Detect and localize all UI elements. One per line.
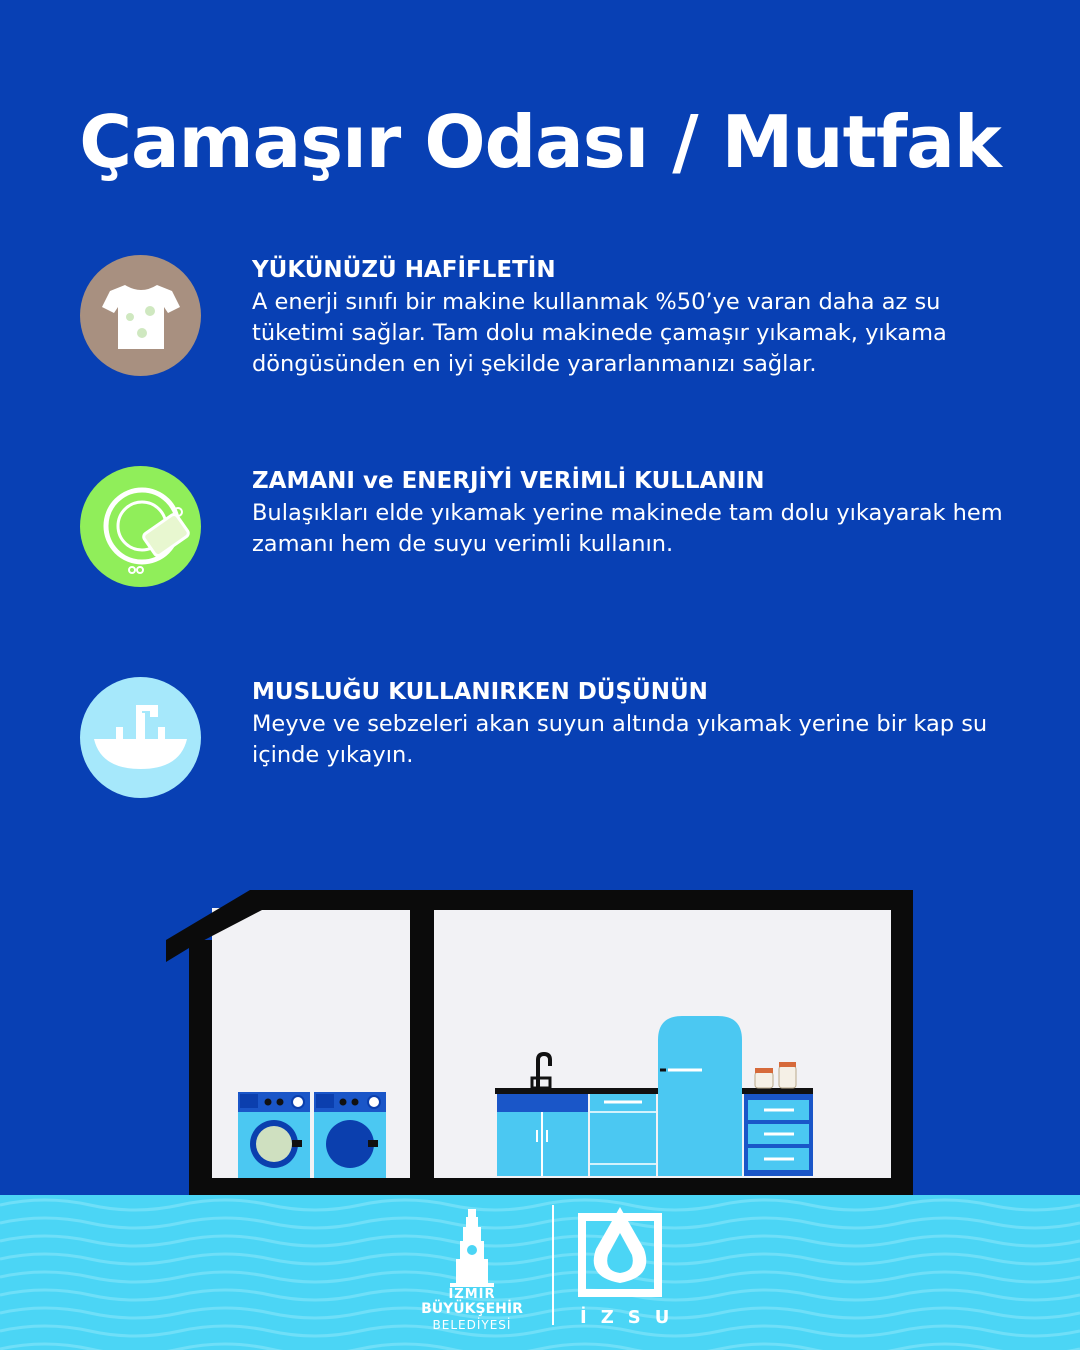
drawer-unit	[744, 1094, 813, 1176]
tip-body: Meyve ve sebzeleri akan suyun altında yıkamak yerine bir kap su içinde yıkayın.	[252, 711, 988, 768]
dish-sponge-icon	[80, 466, 201, 587]
sink-faucet-icon	[80, 677, 201, 798]
tip-heading: YÜKÜNÜZÜ HAFİFLETİN	[252, 257, 556, 283]
tip-body: Bulaşıkları elde yıkamak yerine makinede tam dolu yıkayarak hem zamanı hem de suyu verimli kullanın.	[252, 500, 1003, 557]
dishwasher	[590, 1094, 656, 1176]
izsu-logo	[570, 1203, 684, 1343]
t-shirt-icon	[80, 255, 201, 376]
water-drop-icon	[570, 1203, 670, 1303]
washing-machine-icon	[314, 1092, 386, 1178]
floor	[189, 1178, 913, 1196]
tip-heading: ZAMANI ve ENERJİYİ VERİMLİ KULLANIN	[252, 468, 765, 494]
izmir-buyuksehir-logo	[412, 1205, 532, 1345]
ibb-logo-line2: BÜYÜKŞEHİR	[421, 1301, 523, 1317]
ibb-logo-line1: İZMİR	[448, 1287, 496, 1302]
ibb-logo-line3: BELEDİYESİ	[432, 1318, 512, 1332]
refrigerator	[658, 1016, 742, 1176]
kitchen-cabinet	[497, 1094, 588, 1176]
logo-divider	[552, 1205, 554, 1325]
right-wall	[891, 890, 913, 1196]
washing-machine-icon	[238, 1092, 310, 1178]
page-title: Çamaşır Odası / Mutfak	[79, 100, 1001, 184]
clock-tower-icon	[412, 1205, 532, 1289]
tip-heading: MUSLUĞU KULLANIRKEN DÜŞÜNÜN	[252, 679, 708, 705]
footer	[0, 1195, 1080, 1350]
wave-pattern	[0, 1195, 1080, 1350]
house-illustration	[0, 870, 1080, 1200]
middle-wall	[410, 890, 434, 1196]
left-wall	[189, 940, 212, 1196]
tip-body: A enerji sınıfı bir makine kullanmak %50’ye varan daha az su tüketimi sağlar. Tam dolu makinede çamaşır yıkamak, yıkama döngüsünden en iyi şekilde yararlanmanızı sağlar.	[252, 289, 947, 377]
izsu-logo-text: İZSU	[580, 1307, 684, 1328]
